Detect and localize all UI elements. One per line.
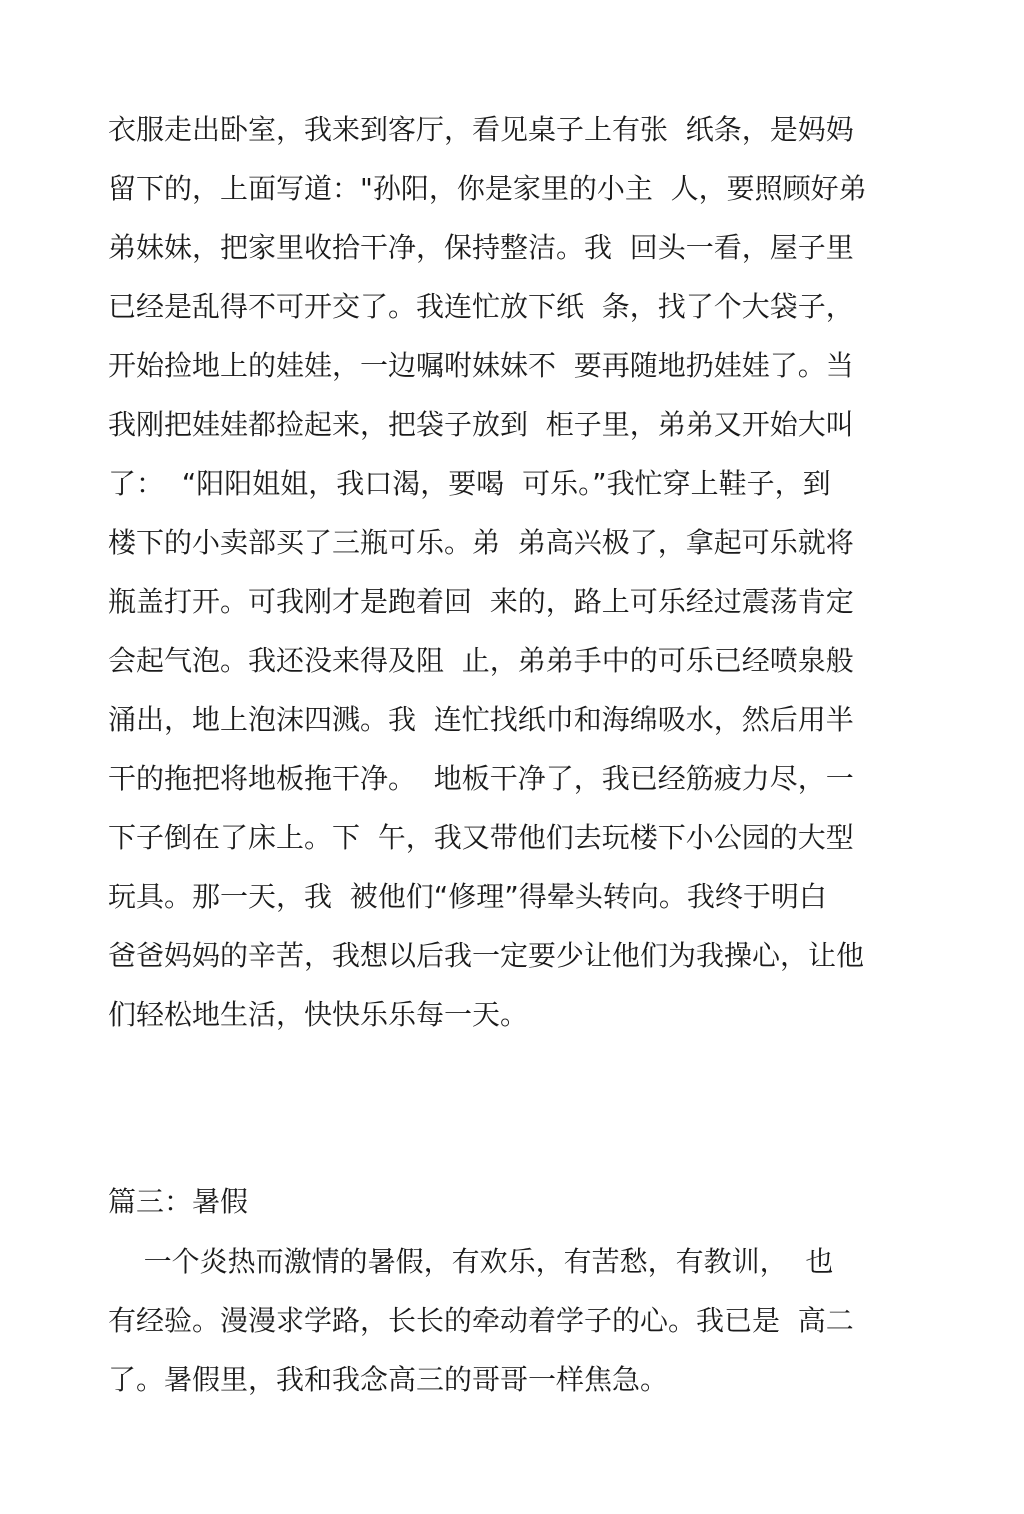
- paragraph-story-continuation: [108, 100, 928, 1044]
- text-line: 开始捡地上的娃娃，一边嘱咐妹妹不 要再随地扔娃娃了。当: [108, 349, 854, 382]
- section-heading: 篇三：暑假: [108, 1185, 249, 1218]
- text-line: 已经是乱得不可开交了。我连忙放下纸 条，找了个大袋子，: [108, 290, 854, 323]
- text-line: 干的拖把将地板拖干净。 地板干净了，我已经筋疲力尽，一: [108, 762, 854, 795]
- text-line: 瓶盖打开。可我刚才是跑着回 来的，路上可乐经过震荡肯定: [108, 585, 854, 618]
- text-line: 一个炎热而激情的暑假，有欢乐，有苦愁，有教训， 也: [108, 1245, 834, 1278]
- text-line: 了。暑假里，我和我念高三的哥哥一样焦急。: [108, 1363, 669, 1396]
- text-line: 楼下的小卖部买了三瓶可乐。弟 弟高兴极了，拿起可乐就将: [108, 526, 854, 559]
- text-line: 会起气泡。我还没来得及阻 止，弟弟手中的可乐已经喷泉般: [108, 644, 854, 677]
- text-line: 涌出，地上泡沫四溅。我 连忙找纸巾和海绵吸水，然后用半: [108, 703, 854, 736]
- text-line: 有经验。漫漫求学路，长长的牵动着学子的心。我已是 高二: [108, 1304, 854, 1337]
- text-line: 弟妹妹，把家里收拾干净，保持整洁。我 回头一看，屋子里: [108, 231, 854, 264]
- paragraph-summer-vacation: [108, 1232, 928, 1409]
- text-line: 下子倒在了床上。下 午，我又带他们去玩楼下小公园的大型: [108, 821, 854, 854]
- text-line: 爸爸妈妈的辛苦，我想以后我一定要少让他们为我操心，让他: [108, 939, 865, 972]
- text-line: 衣服走出卧室，我来到客厅，看见桌子上有张 纸条，是妈妈: [108, 113, 854, 146]
- text-line: 我刚把娃娃都捡起来，把袋子放到 柜子里，弟弟又开始大叫: [108, 408, 854, 441]
- text-line: 留下的，上面写道："孙阳，你是家里的小主 人，要照顾好弟: [108, 172, 867, 205]
- text-line: 们轻松地生活，快快乐乐每一天。: [108, 998, 529, 1031]
- text-line: 了： “阳阳姐姐，我口渴，要喝 可乐。”我忙穿上鞋子，到: [108, 467, 831, 500]
- text-line: 玩具。那一天，我 被他们“修理”得晕头转向。我终于明白: [108, 880, 827, 913]
